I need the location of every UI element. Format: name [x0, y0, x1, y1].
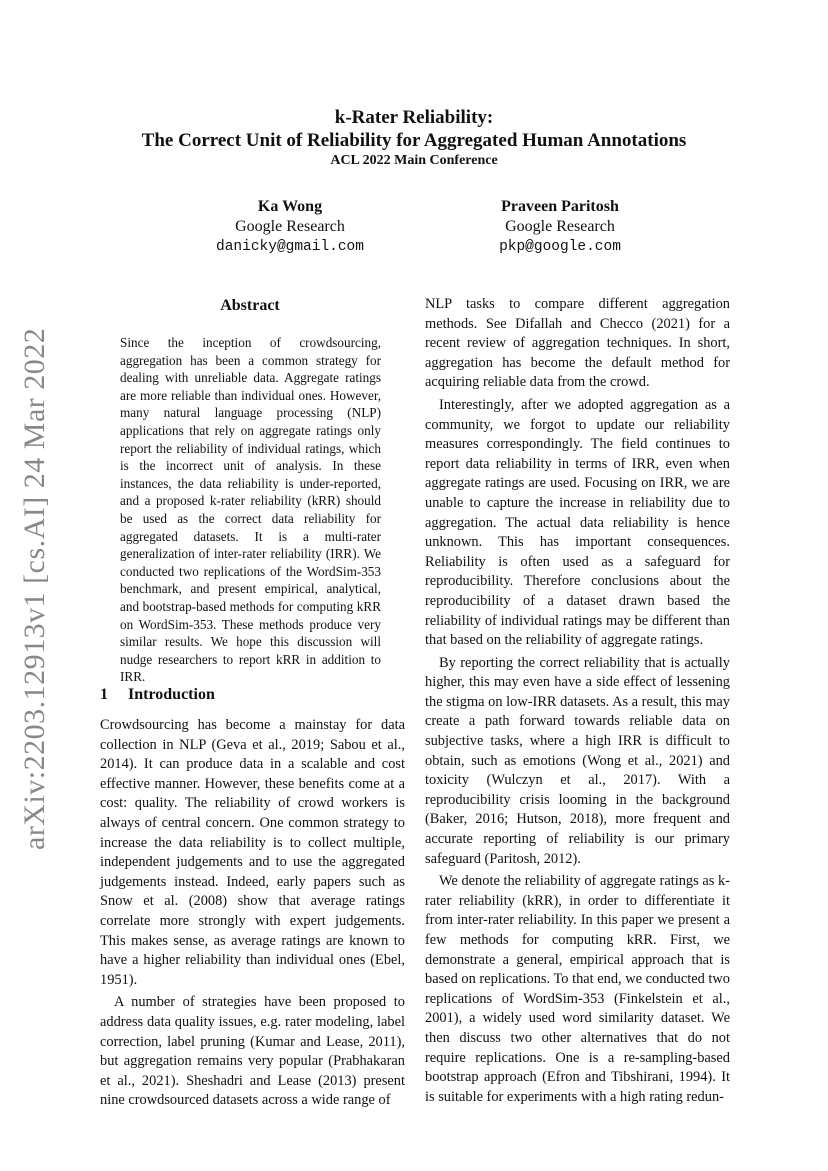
paper-title-line1: k-Rater Reliability: — [334, 107, 494, 128]
paragraph: We denote the reliability of aggregate ratings as k-rater reliability (kRR), in order to differentiate it from inter-rater reliability. In this paper we present a few methods for computing kRR. First, we demonstrate a general, empirical approach that is based on replications. To that end, we conducted two replications of WordSim-353 (Finkelstein et al., 2001), a widely used word similarity dataset. We then discuss two other alternatives that do not require replications. One is a re-sampling-based bootstrap approach (Efron and Tibshirani, 1994). It is suitable for experiments with a high rating redun- — [425, 873, 730, 1105]
paragraph: A number of strategies have been proposed to address data quality issues, e.g. rater modeling, label correction, label pruning (Kumar and Lease, 2011), but aggregation remains very popular (Prabhakaran et al., 2021). Sheshadri and Lease (2013) present nine crowdsourced datasets across a wide range of — [100, 994, 405, 1109]
paragraph: Interestingly, after we adopted aggregation as a community, we forgot to update our reliability measures correspondingly. The field continues to report data reliability in terms of IRR, even when aggregate ratings are used. Focusing on IRR, we are unable to capture the increase in reliability due to aggregation. The actual data reliability is hence unknown. This has important consequences. Reliability is often used as a safeguard for reproducibility. Therefore conclusions about the reproducibility of a dataset drawn based the reliability of individual ratings may be different than that based on the reliability of aggregate ratings. — [425, 396, 730, 649]
left-column — [100, 716, 405, 1111]
right-column — [425, 295, 730, 1107]
section-title: Introduction — [128, 686, 215, 703]
arxiv-stamp — [18, 327, 58, 850]
author-affiliation: Google Research — [505, 218, 615, 235]
abstract-text: Since the inception of crowdsourcing, aggregation has been a common strategy for dealing with unreliable data. Aggregate ratings are more reliable than individual ones. However, many natural language processing (NLP) applications that rely on aggregate ratings only report the reliability of individual ratings, which is the incorrect unit of analysis. In these instances, the data reliability is under-reported, and a proposed k-rater reliability (kRR) should be used as the correct data reliability for aggregated datasets. It is a multi-rater generalization of inter-rater reliability (IRR). We conducted two replications of the WordSim-353 benchmark, and present empirical, analytical, and bootstrap-based methods for computing kRR on WordSim-353. These methods produce very similar results. We hope this discussion will nudge researchers to report kRR in addition to IRR. — [120, 335, 381, 685]
author-email[interactable]: danicky@gmail.com — [216, 239, 364, 255]
author-block-2 — [430, 197, 690, 257]
paragraph: NLP tasks to compare different aggregation methods. See Difallah and Checco (2021) for a recent review of aggregation techniques. In short, aggregation has become the default method for acquiring reliable data from the crowd. — [425, 296, 730, 391]
author-affiliation: Google Research — [235, 218, 345, 235]
section-heading — [100, 686, 215, 704]
paragraph: By reporting the correct reliability that is actually higher, this may even have a side effect of lessening the stigma on low-IRR datasets. As a result, this may create a path forward towards reliable data on subjective tasks, where a high IRR is difficult to obtain, such as emotions (Wong et al., 2021) and toxicity (Wulczyn et al., 2017). With a reproducibility crisis looming in the background (Baker, 2016; Hutson, 2018), more frequent and accurate reporting of reliability is our primary safeguard (Paritosh, 2012). — [425, 654, 730, 867]
author-name: Praveen Paritosh — [501, 198, 619, 215]
author-block-1 — [160, 197, 420, 257]
author-name: Ka Wong — [257, 198, 323, 215]
paragraph: Crowdsourcing has become a mainstay for data collection in NLP (Geva et al., 2019; Sabou et al., 2014). It can produce data in a scalable and cost effective manner. However, these benefits come at a cost: quality. The reliability of crowd workers is always of central concern. One common strategy to increase the data reliability is to collect multiple, independent judgements and to use the aggregated judgements instead. Indeed, early papers such as Snow et al. (2008) show that average ratings correlate more strongly with expert judgements. This makes sense, as average ratings are known to have a higher reliability than individual ones (Ebel, 1951). — [100, 717, 405, 988]
author-email[interactable]: pkp@google.com — [499, 239, 621, 255]
venue: ACL 2022 Main Conference — [330, 153, 498, 168]
section-number: 1 — [100, 686, 108, 703]
abstract-heading: Abstract — [220, 297, 280, 314]
paper-title-line2: The Correct Unit of Reliability for Aggregated Human Annotations — [141, 130, 687, 151]
arxiv-identifier: arXiv:2203.12913v1 [cs.AI] 24 Mar 2022 — [18, 327, 51, 850]
